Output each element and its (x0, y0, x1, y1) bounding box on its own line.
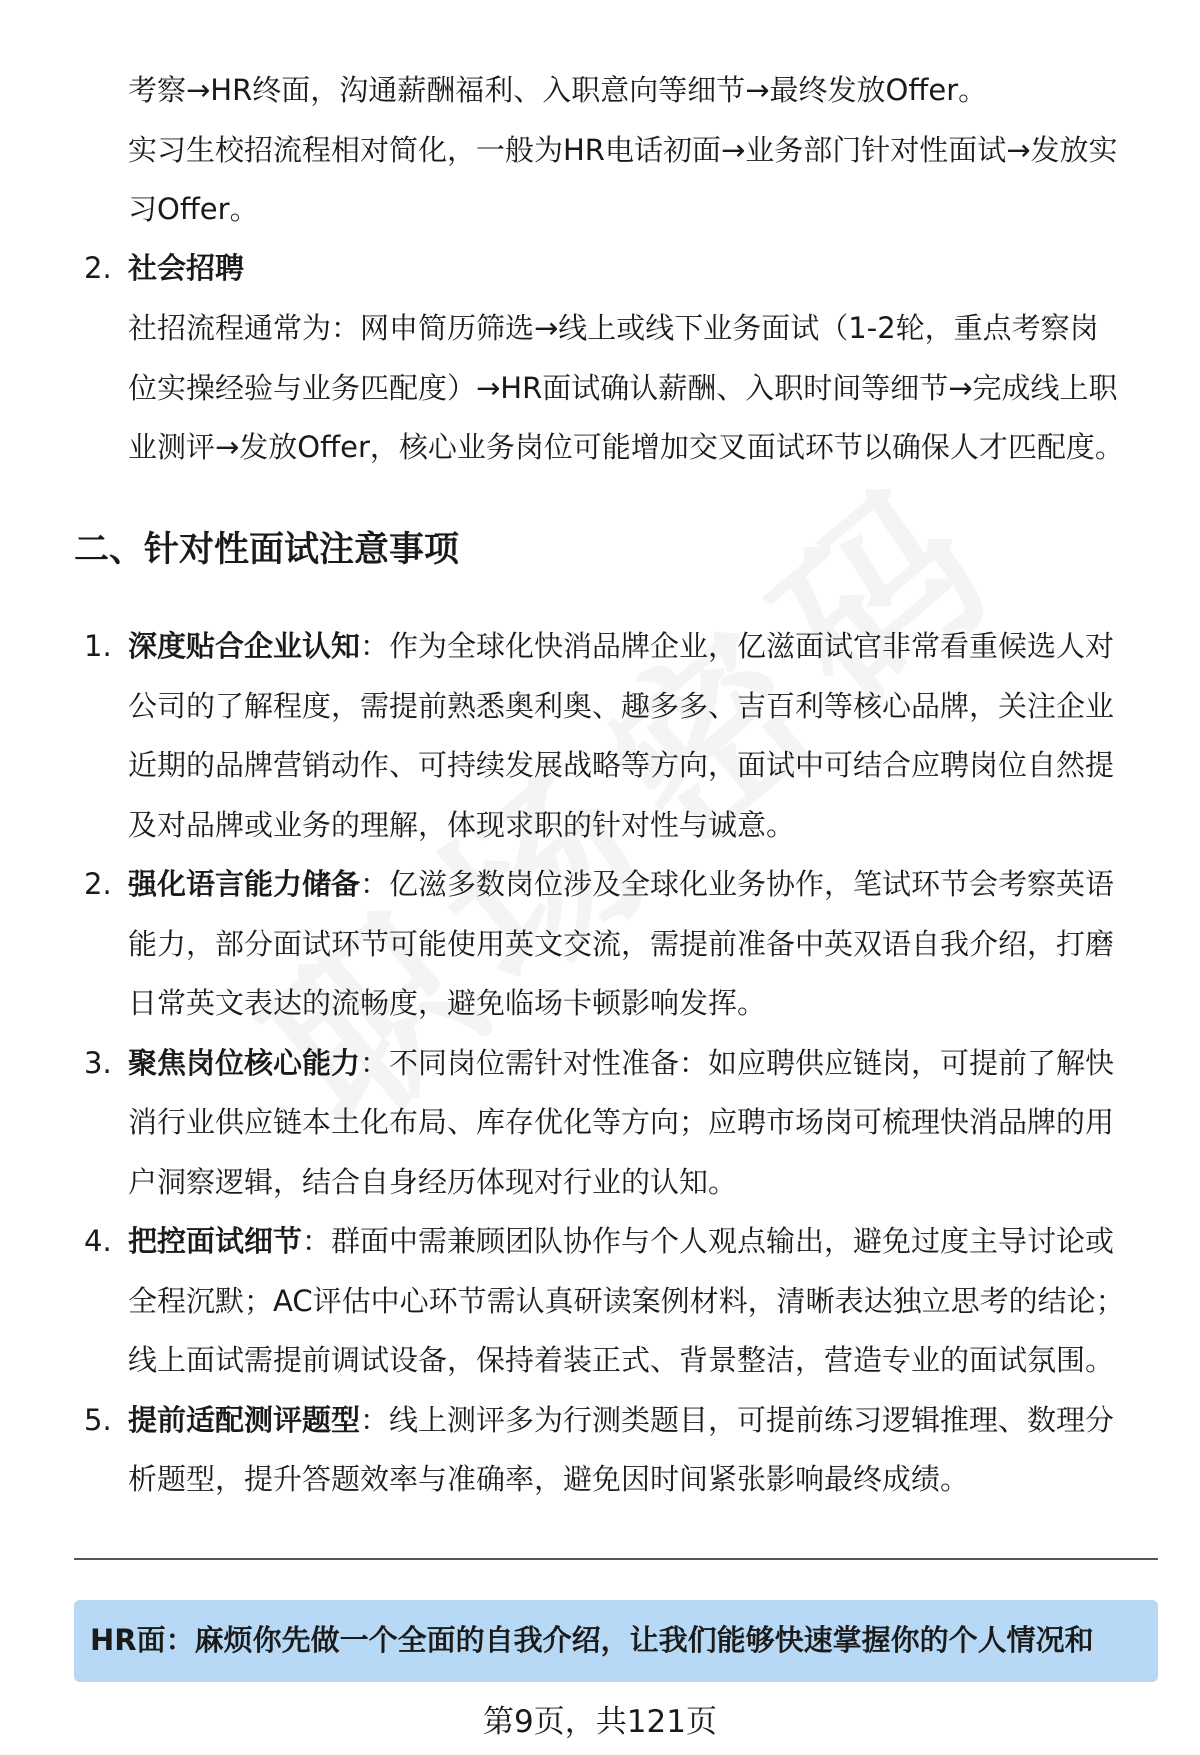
list-item-text: ：亿滋多数岗位涉及全球化业务协作，笔试环节会考察英语 (360, 867, 1115, 901)
hr-question-box (74, 1600, 1158, 1682)
list-item-line: 能力，部分面试环节可能使用英文交流，需提前准备中英双语自我介绍，打磨 (128, 927, 1115, 961)
intro-line: 习Offer。 (128, 192, 259, 226)
list-item-first-line (128, 626, 1160, 666)
list-item-title: 聚焦岗位核心能力 (128, 1046, 361, 1080)
list-number: 5. (84, 1403, 112, 1437)
page-number: 第9页，共121页 (483, 1704, 717, 1740)
list-item-first-line (128, 1400, 1160, 1440)
list-item-text: ：群面中需兼顾团队协作与个人观点输出，避免过度主导讨论或 (302, 1224, 1115, 1258)
list-item-first-line (128, 1221, 1160, 1261)
list-item-text: ：线上测评多为行测类题目，可提前练习逻辑推理、数理分 (360, 1403, 1115, 1437)
social-line: 社招流程通常为：网申简历筛选→线上或线下业务面试（1-2轮，重点考察岗 (128, 311, 1099, 345)
list-item-text: ：不同岗位需针对性准备：如应聘供应链岗，可提前了解快 (360, 1046, 1115, 1080)
list-item-title: 提前适配测评题型 (128, 1403, 361, 1437)
hr-question-text: HR面：麻烦你先做一个全面的自我介绍，让我们能够快速掌握你的个人情况和 (90, 1623, 1094, 1657)
list-item-line: 线上面试需提前调试设备，保持着装正式、背景整洁，营造专业的面试氛围。 (128, 1343, 1115, 1377)
list-item-line: 近期的品牌营销动作、可持续发展战略等方向，面试中可结合应聘岗位自然提 (128, 748, 1115, 782)
list-number: 2. (84, 251, 112, 285)
list-item-first-line (128, 864, 1160, 904)
social-title: 社会招聘 (128, 251, 245, 285)
list-item-title: 强化语言能力储备 (128, 867, 361, 901)
list-item-line: 日常英文表达的流畅度，避免临场卡顿影响发挥。 (128, 986, 767, 1020)
list-item-line: 户洞察逻辑，结合自身经历体现对行业的认知。 (128, 1165, 738, 1199)
list-item-line: 全程沉默；AC评估中心环节需认真研读案例材料，清晰表达独立思考的结论； (128, 1284, 1125, 1318)
list-number: 4. (84, 1224, 112, 1258)
list-number: 1. (84, 629, 112, 663)
list-item-title: 深度贴合企业认知 (128, 629, 361, 663)
list-item-line: 析题型，提升答题效率与准确率，避免因时间紧张影响最终成绩。 (128, 1462, 970, 1496)
divider (74, 1558, 1158, 1560)
section-title: 二、针对性面试注意事项 (74, 530, 460, 570)
list-number: 3. (84, 1046, 112, 1080)
list-item-line: 及对品牌或业务的理解，体现求职的针对性与诚意。 (128, 808, 796, 842)
intro-line: 实习生校招流程相对简化，一般为HR电话初面→业务部门针对性面试→发放实 (128, 133, 1118, 167)
social-line: 业测评→发放Offer，核心业务岗位可能增加交叉面试环节以确保人才匹配度。 (128, 430, 1124, 464)
list-item-line: 公司的了解程度，需提前熟悉奥利奥、趣多多、吉百利等核心品牌，关注企业 (128, 689, 1115, 723)
list-item-line: 消行业供应链本土化布局、库存优化等方向；应聘市场岗可梳理快消品牌的用 (128, 1105, 1115, 1139)
list-number: 2. (84, 867, 112, 901)
intro-line: 考察→HR终面，沟通薪酬福利、入职意向等细节→最终发放Offer。 (128, 73, 988, 107)
social-line: 位实操经验与业务匹配度）→HR面试确认薪酬、入职时间等细节→完成线上职 (128, 371, 1118, 405)
list-item-title: 把控面试细节 (128, 1224, 303, 1258)
list-item-first-line (128, 1043, 1160, 1083)
list-item-text: ：作为全球化快消品牌企业，亿滋面试官非常看重候选人对 (360, 629, 1115, 663)
